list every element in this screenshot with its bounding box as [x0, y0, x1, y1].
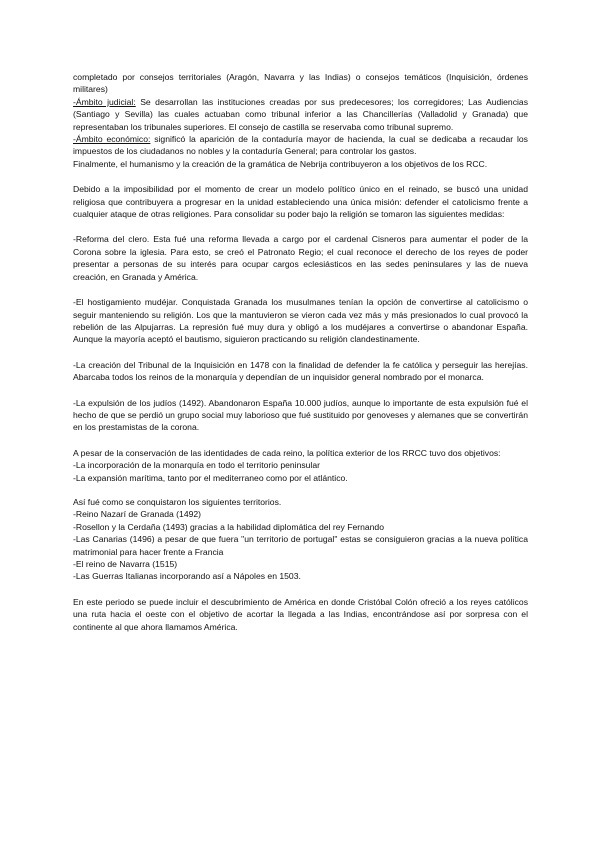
- paragraph-expulsion-judios: -La expulsión de los judíos (1492). Abandonaron España 10.000 judíos, aunque lo importante de esta expulsión fué el hecho de que se perdió un grupo social muy laborioso que fué sustituido por genoveses y alemanes que se convertirán en los prestamistas de la corona.: [73, 397, 528, 433]
- paragraph-ambito-judicial: [73, 96, 528, 133]
- paragraph-gap: [73, 220, 528, 233]
- paragraph-gap: [73, 346, 528, 359]
- ambito-judicial-label: -Ámbito judicial:: [73, 96, 136, 107]
- document-body: [73, 71, 528, 633]
- paragraph-territorios: Así fué como se conquistaron los siguientes territorios.: [73, 496, 282, 507]
- paragraph-gap: [73, 170, 528, 183]
- paragraph-gap: [73, 384, 528, 397]
- paragraph-gap: [73, 583, 528, 596]
- list-item: -Las Guerras Italianas incorporando así a Nápoles en 1503.: [73, 571, 301, 582]
- paragraph-hostigamiento-mudejar: -El hostigamiento mudéjar. Conquistada Granada los musulmanes tenían la opción de convertirse al catolicismo o seguir manteniendo su religión. Los que la mantuvieron se vieron cada vez más y más presionados lo cual provocó la rebelión de las Alpujarras. La represión fué muy dura y obligó a los mudéjares a convertirse o abandonar España. Aunque la mayoría aceptó el bautismo, siguieron practicando su religión clandestinamente.: [73, 297, 528, 345]
- paragraph-gap: [73, 283, 528, 296]
- paragraph-gap: [73, 434, 528, 447]
- paragraph-descubrimiento-america: En este periodo se puede incluir el descubrimiento de América en donde Cristóbal Colón ofreció a los reyes católicos una ruta hacia el oeste con el objetivo de acortar la llegada a las Indias, encontrándose así por sorpresa con el continente al que ahora llamamos América.: [73, 596, 528, 632]
- list-item: -Reino Nazarí de Granada (1492): [73, 509, 202, 520]
- list-item: -La incorporación de la monarquía en todo el territorio peninsular: [73, 460, 320, 471]
- list-item: -La expansión marítima, tanto por el mediterraneo como por el atlántico.: [73, 472, 348, 483]
- paragraph-finalmente: Finalmente, el humanismo y la creación de la gramática de Nebrija contribuyeron a los objetivos de los RCC.: [73, 158, 488, 169]
- list-item: -Las Canarias (1496) a pesar de que fuera "un territorio de portugal" estas se consiguieron gracias a la nueva política matrimonial para hacer frente a Francia: [73, 534, 528, 557]
- ambito-economico-text: significó la aparición de la contaduría mayor de hacienda, la cual se dedicaba a recaudar los impuestos de los ciudadanos no nobles y la contaduría General; para controlar los gastos.: [73, 134, 528, 157]
- ambito-economico-label: -Ámbito económico:: [73, 134, 151, 145]
- list-item: -El reino de Navarra (1515): [73, 559, 178, 569]
- paragraph-reforma-clero: -Reforma del clero. Esta fué una reforma llevada a cargo por el cardenal Cisneros para aumentar el poder de la Corona sobre la iglesia. Para esto, se creó el Patronato Regio; el cual reconoce el derecho de los reyes de poder presentar a personas de su interés para ocupar cargos eclesiásticos en las sedes peninsulares y las de nueva creación, en Granada y América.: [73, 234, 528, 282]
- paragraph-inquisicion: -La creación del Tribunal de la Inquisición en 1478 con la finalidad de defender la fe católica y perseguir las herejías. Abarcaba todos los reinos de la monarquía y dependían de un inquisidor general nombrado por el monarca.: [73, 359, 528, 383]
- paragraph-intro: completado por consejos territoriales (Aragón, Navarra y las Indias) o consejos temáticos (Inquisición, órdenes militares): [73, 72, 528, 95]
- ambito-judicial-text: Se desarrollan las instituciones creadas por sus predecesores; los corregidores; Las Audiencias (Santiago y Sevilla) las cuales actuaban como tribunal inferior a las Chancillerías (Valladolid y Granada) que representaban los tribunales superiores. El consejo de castilla se reservaba como tribunal supremo.: [73, 96, 528, 132]
- paragraph-politica-exterior: A pesar de la conservación de las identidades de cada reino, la política exterior de los RRCC tuvo dos objetivos:: [73, 447, 501, 458]
- paragraph-gap: [73, 484, 528, 496]
- paragraph-unidad-religiosa: Debido a la imposibilidad por el momento de crear un modelo político único en el reinado, se buscó una unidad religiosa que contribuyera a progresar en la unidad estableciendo una única misión: defender el catolicismo frente a cualquier ataque de otras religiones. Para consolidar su poder bajo la religión se tomaron las siguientes medidas:: [73, 184, 528, 220]
- list-item: -Rosellon y la Cerdaña (1493) gracias a la habilidad diplomática del rey Fernando: [73, 521, 384, 532]
- paragraph-ambito-economico: [73, 133, 528, 158]
